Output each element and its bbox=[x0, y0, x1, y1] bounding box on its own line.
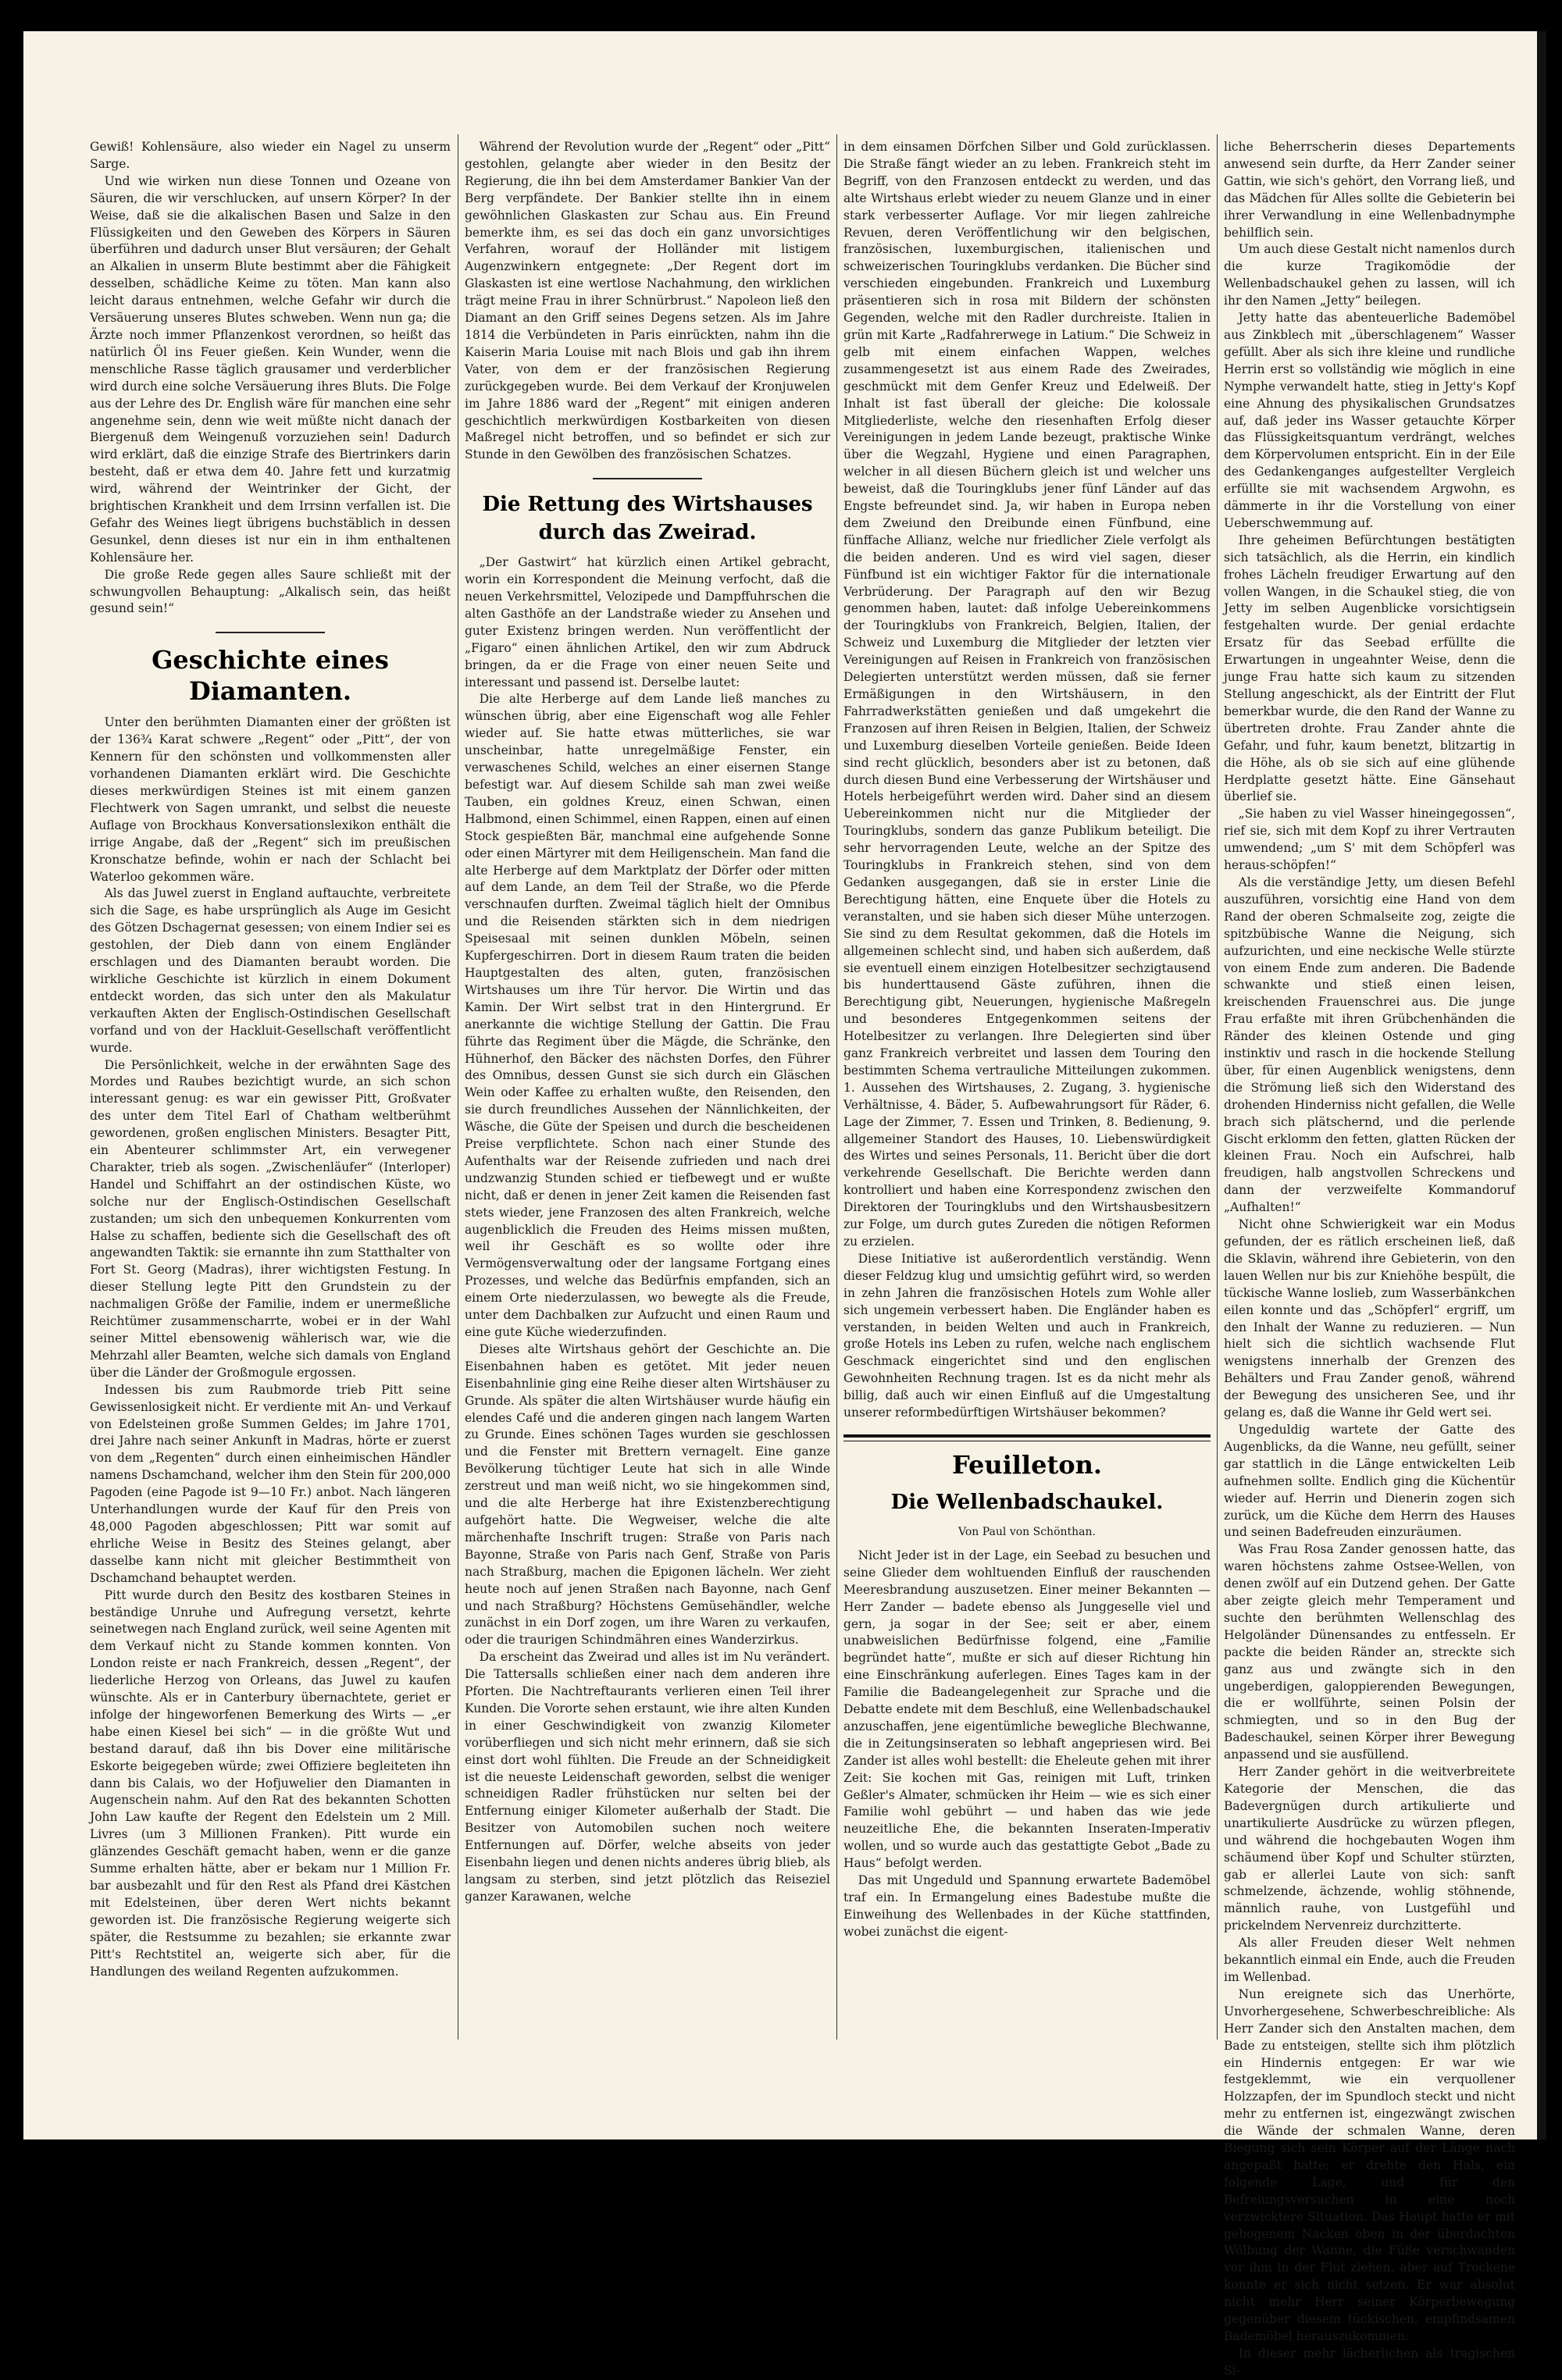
article-headline: Die Rettung des Wirtshauses durch das Zweirad. bbox=[482, 493, 813, 545]
paragraph: Um auch diese Gestalt nicht namenlos durch die kurze Tragikomödie der Wellenbadschaukel gehen zu lassen, will ich ihr den Namen „Jetty“ beilegen. bbox=[1224, 242, 1515, 308]
paragraph: Die große Rede gegen alles Saure schließt mit der schwungvollen Behauptung: „Alkalisch sein, das heißt gesund sein!“ bbox=[90, 567, 451, 616]
column-3 bbox=[843, 139, 1211, 2044]
paragraph: „Der Gastwirt“ hat kürzlich einen Artikel gebracht, worin ein Korrespondent die Meinung verfocht, daß die neuen Verkehrsmittel, Velozipede und Dampffuhrschen die alten Gasthöfe an der Landstraße wieder zu Ansehen und guter Existenz bringen werden. Nun veröffentlicht der „Figaro“ einen ähnlichen Artikel, den wir zum Abdruck bringen, da er die Frage von einer neuen Seite und interessant und passend ist. Derselbe lautet: bbox=[465, 555, 830, 689]
paragraph: Pitt wurde durch den Besitz des kostbaren Steines in beständige Unruhe und Aufregung versetzt, kehrte seinetwegen nach England zurück, weil seine Agenten mit dem Verkauf nicht zu Stande kommen konnten. Von London reiste er nach Frankreich, dessen „Regent“, der liederliche Herzog von Orleans, das Juwel zu kaufen wünschte. Als er in Canterbury übernachtete, geriet er infolge der hingeworfenen Bemerkung des Wirts — „er habe einen Kiesel bei sich“ — in die größte Wut und bestand darauf, daß ihn bis Dover eine militärische Eskorte beigegeben würde; zwei Offiziere begleiteten ihn dann bis Calais, wo der Hofjuwelier den Diamanten in Augenschein nahm. Auf den Rat des bekannten Schotten John Law kaufte der Regent den Edelstein um 2 Mill. Livres (um 3 Millionen Franken). Pitt wurde ein glänzendes Geschäft gemacht haben, wenn er die ganze Summe erhalten hätte, aber er bekam nur 1 Million Fr. bar ausbezahlt und für den Rest als Pfand drei Kästchen mit Edelsteinen, über deren Wert nichts bekannt geworden ist. Die französische Regierung weigerte sich später, die Restsumme zu bezahlen; sie erkannte zwar Pitt's Rechtstitel an, weigerte sich aber, für die Handlungen des weiland Regenten aufzukommen. bbox=[90, 1587, 451, 1979]
section-label: Feuilleton. bbox=[952, 1449, 1102, 1480]
column-2 bbox=[465, 139, 830, 2044]
feuilleton-rule-thick bbox=[843, 1434, 1211, 1438]
paragraph: Da erscheint das Zweirad und alles ist im Nu verändert. Die Tattersalls schließen einer nach dem anderen ihre Pforten. Die Nachtreftaurants verlieren einen Teil ihrer Kunden. Die Vororte sehen erstaunt, wie ihre alten Kunden in einer Geschwindigkeit von zwanzig Kilometer vorüberfliegen und sich nicht mehr erinnern, daß sie sich einst dort wohl fühlten. Die Freude an der Schneidigkeit ist die neueste Leidenschaft geworden, selbst die weniger schneidigen Radler frühstücken nur selten bei der Entfernung einiger Kilometer außerhalb der Stadt. Die Besitzer von Automobilen suchen noch weitere Entfernungen auf. Dörfer, welche abseits von jeder Eisenbahn liegen und denen nichts anderes übrig blieb, als langsam zu sterben, sind jetzt plötzlich das Reiseziel ganzer Karawanen, welche bbox=[465, 1650, 830, 1904]
column-rule bbox=[836, 134, 837, 2040]
paragraph: „Sie haben zu viel Wasser hineingegossen“, rief sie, sich mit dem Kopf zu ihrer Vertrauten umwendend; „um S' mit dem Schöpferl was heraus-schöpfen!“ bbox=[1224, 807, 1515, 873]
paragraph: Diese Initiative ist außerordentlich verständig. Wenn dieser Feldzug klug und umsichtig geführt wird, so werden in zehn Jahren die französischen Hotels zum Wohle aller sich ungemein verbessert haben. Die Engländer haben es verstanden, in beiden Welten und auch in Frankreich, große Hotels ins Leben zu rufen, welche nach englischem Geschmack eingerichtet sind und den englischen Gewohnheiten Rechnung tragen. Ist es da nicht mehr als billig, daß auch wir einen Einfluß auf die Umgestaltung unserer reformbedürftigen Wirtshäuser bekommen? bbox=[843, 1251, 1211, 1420]
column-rule bbox=[1217, 134, 1218, 2040]
section-divider bbox=[216, 632, 325, 633]
section-divider bbox=[593, 478, 702, 479]
paragraph: Ihre geheimen Befürchtungen bestätigten sich tatsächlich, als die Herrin, ein kindlich frohes Lächeln freudiger Erwartung auf den vollen Wangen, in die Schaukel stieg, die von Jetty im selben Augenblicke vorsichtigsein festgehalten wurde. Der genial erdachte Ersatz für das Seebad erfüllte die Erwartungen in ungeahnter Weise, denn die junge Frau hatte sich kaum zu sitzenden Stellung angeschickt, als der Eintritt der Flut bemerkbar wurde, die den Rand der Wanne zu übertreten drohte. Frau Zander ahnte die Gefahr, und fuhr, kaum benetzt, blitzartig in die Höhe, als ob sie sich auf eine glühende Herdplatte gesetzt hätte. Eine Gänsehaut überlief sie. bbox=[1224, 533, 1515, 804]
col1-story bbox=[90, 714, 451, 1980]
column-4 bbox=[1224, 139, 1515, 2378]
paragraph: Indessen bis zum Raubmorde trieb Pitt seine Gewissenlosigkeit nicht. Er verdiente mit An- und Verkauf von Edelsteinen große Summen Geldes; im Jahre 1701, drei Jahre nach seiner Ankunft in Madras, hörte er zuerst von dem „Regenten“ durch einen einheimischen Händler namens Dschamchand, welcher ihm den Stein für 200,000 Pagoden (eine Pagode ist 9—10 Fr.) anbot. Nach längeren Unterhandlungen wurde der Kauf für den Preis von 48,000 Pagoden abgeschlossen; Pitt war somit auf ehrliche Weise in Besitz des Steines gelangt, aber dasselbe kann nicht mit gleicher Bestimmtheit von Dschamchand behauptet werden. bbox=[90, 1382, 451, 1585]
paragraph: liche Beherrscherin dieses Departements anwesend sein durfte, da Herr Zander seiner Gattin, wie sich's gehört, den Vorrang ließ, und das Mädchen für Alles sollte die Gebieterin bei ihrer Verwandlung in eine Wellenbadnymphe behilflich sein. bbox=[1224, 140, 1515, 240]
paragraph: Die alte Herberge auf dem Lande ließ manches zu wünschen übrig, aber eine Eigenschaft wog alle Fehler wieder auf. Sie hatte etwas mütterliches, sie war unscheinbar, hatte unregelmäßige Fenster, ein verwaschenes Schild, welches an einer eisernen Stange befestigt war. Auf diesem Schilde sah man zwei weiße Tauben, ein goldnes Kreuz, einen Schwan, einen Halbmond, einen Schimmel, einen Rappen, einen auf einen Stock gespießten Bär, manchmal eine aufgehende Sonne oder einen Märtyrer mit dem Heiligenschein. Man fand die alte Herberge auf dem Marktplatz der Dörfer oder mitten auf dem Lande, an dem Teil der Straße, wo die Pferde verschnaufen durften. Zweimal täglich hielt der Omnibus und die Reisenden stärkten sich in dem niedrigen Speisesaal mit seinen dunklen Möbeln, seinen Kupfergeschirren. Dort in diesem Raum traten die beiden Hauptgestalten des alten, guten, französischen Wirtshauses um ihre Tür hervor. Die Wirtin und das Kamin. Der Wirt selbst trat in den Hintergrund. Er anerkannte die wichtige Stellung der Gattin. Die Frau führte das Regiment über die Mägde, die Schränke, den Hühnerhof, den Bäcker des nächsten Dorfes, den Führer des Omnibus, dessen Gunst sie sich durch ein Gläschen Wein oder Kaffee zu erhalten wußte, den Reisenden, den sie durch freundliches Aussehen der Nännlichkeiten, der Wäsche, die Güte der Speisen und durch die bescheidenen Preise verpflichtete. Schon nach einer Stunde des Aufenthalts war der Reisende zufrieden und nach drei undzwanzig Stunden schied er tiefbewegt und er wußte nicht, daß er denen in jener Zeit kamen die Reisenden fast stets wieder, jene Franzosen des alten Frankreich, welche augenblicklich die Freuden des Heims missen mußten, weil ihr Geschäft es so wollte oder ihre Vermögensverwaltung oder der langsame Fortgang eines Prozesses, und welche das Bedürfnis empfanden, sich an einem Orte niederzulassen, wo bewegte als die Freude, unter dem Dachbalken zur Aufzucht und einen Raum und eine gute Küche wiederzufinden. bbox=[465, 692, 830, 1339]
col1-intro bbox=[90, 139, 451, 618]
paragraph: Das mit Ungeduld und Spannung erwartete Bademöbel traf ein. In Ermangelung eines Badestube mußte die Einweihung des Wellenbades in der Küche stattfinden, wobei zunächst die eigent- bbox=[843, 1873, 1211, 1939]
paragraph: Nicht Jeder ist in der Lage, ein Seebad zu besuchen und seine Glieder dem wohltuenden Einfluß der rauschenden Meeresbrandung auszusetzen. Einer meiner Bekannten — Herr Zander — badete ebenso als Junggeselle viel und gern, ja sogar in der See; seit er aber, einem unabweislichen Bedürfnisse folgend, eine „Familie begründet hatte“, mußte er sich auf dieser Richtung hin eine Einschränkung auferlegen. Eines Tages kam in der Familie die Badeangelegenheit zur Sprache und die Debatte endete mit dem Beschluß, eine Wellenbadschaukel anzuschaffen, jene eigentümliche bewegliche Blechwanne, die in Zeitungsinseraten so lebhaft angepriesen wird. Bei Zander ist alles wohl bestellt: die Eheleute gehen mit ihrer Zeit: Sie kochen mit Gas, reinigen mit Luft, trinken Geßler's Almater, schmücken ihr Heim — wie es sich einer Familie wohl gebührt — und haben das wie jede neuzeitliche Ehe, die bekannten Inseraten-Imperativ wollen, und so wurde auch das gestattigte Gebot „Bade zu Haus“ befolgt werden. bbox=[843, 1548, 1211, 1871]
paragraph: In dieser mehr lächerlichen als tragischen Si- bbox=[1224, 2346, 1515, 2378]
paragraph: Herr Zander gehört in die weitverbreitete Kategorie der Menschen, die das Badevergnügen durch artikulierte und unartikulierte Ausdrücke zu würzen pflegen, und während die hochgebauten Wogen ihm schäumend über Kopf und Schulter stürzten, gab er allerlei Laute von sich: sanft schmelzende, ächzende, wohlig stöhnende, männlich rauhe, von Lustgefühl und prickelndem Nervenreiz durchzitterte. bbox=[1224, 1765, 1515, 1933]
column-1 bbox=[90, 139, 451, 2044]
col2-story bbox=[465, 554, 830, 1906]
paragraph: Jetty hatte das abenteuerliche Bademöbel aus Zinkblech mit „überschlagenem“ Wasser gefüllt. Aber als sich ihre kleine und rundliche Herrin erst so vollständig wie möglich in eine Nymphe verwandelt hatte, stieg in Jetty's Kopf eine Ahnung des physikalischen Grundsatzes auf, daß jeder ins Wasser getauchte Körper das Flüssigkeitsquantum verdrängt, welches dem Körpervolumen entspricht. Ein in der Eile des Gedankenganges aufgestellter Vergleich erfüllte sie mit wachsendem Argwohn, es dämmerte in ihr die Vorstellung von einer Ueberschwemmung auf. bbox=[1224, 311, 1515, 530]
paragraph: Als die verständige Jetty, um diesen Befehl auszuführen, vorsichtig eine Hand von dem Rand der oberen Schmalseite zog, zeigte die spitzbübische Wanne die Neigung, sich aufzurichten, und eine neckische Welle stürzte von einem Ende zum anderen. Die Badende schwankte und stieß einen leisen, kreischenden Frauenschrei aus. Die junge Frau erfaßte mit ihren Grübchenhänden die Ränder des kleinen Ostende und ging instinktiv und rasch in die hockende Stellung über, für einen Augenblick wenigstens, denn die Strömung ließ sich den Widerstand des drohenden Hinderniss nicht gefallen, die Welle brach sich plätschernd, und die perlende Gischt erklomm den fetten, glatten Rücken der kleinen Frau. Noch ein Aufschrei, halb freudigen, halb angstvollen Schreckens und dann der verzweifelte Kommandoruf „Aufhalten!“ bbox=[1224, 875, 1515, 1215]
page-edge-bar bbox=[1537, 31, 1546, 2140]
paragraph: Die Persönlichkeit, welche in der erwähnten Sage des Mordes und Raubes bezichtigt wurde, an sich schon interessant genug: es war ein gewisser Pitt, Großvater des unter dem Titel Earl of Chatham weltberühmt gewordenen, großen englischen Ministers. Besagter Pitt, ein Abenteurer schlimmster Art, ein verwegener Charakter, trieb als sogen. „Zwischenläufer“ (Interloper) Handel und Schiffahrt an der ostindischen Küste, wo solche nur der Englisch-Ostindischen Gesellschaft zustanden; um sich den unbequemen Konkurrenten vom Halse zu schaffen, bediente sich die Gesellschaft des oft angewandten Taktik: sie ernannte ihn zum Statthalter von Fort St. Georg (Madras), ihrer wichtigsten Festung. In dieser Stellung legte Pitt den Grundstein zu der nachmaligen Größe der Familie, indem er unermeßliche Reichtümer zusammenscharrte, wobei er in der Wahl seiner Mittel ebensowenig wählerisch war, wie die Mehrzahl aller Beamten, welche sich damals von England über die Länder der Großmogule ergossen. bbox=[90, 1057, 451, 1380]
paragraph: Unter den berühmten Diamanten einer der größten ist der 136¾ Karat schwere „Regent“ oder „Pitt“, der von Kennern für den schönsten und vollkommensten aller vorhandenen Diamanten erklärt wird. Die Geschichte dieses merkwürdigen Steines ist mit einem ganzen Flechtwerk von Sagen umrankt, und selbst die neueste Auflage von Brockhaus Konversationslexikon enthält die irrige Angabe, daß der „Regent“ sich im preußischen Kronschatze befinde, wohin er nach der Schlacht bei Waterloo gekommen wäre. bbox=[90, 715, 451, 884]
paragraph: Gewiß! Kohlensäure, also wieder ein Nagel zu unserm Sarge. bbox=[90, 140, 451, 171]
paragraph: Nicht ohne Schwierigkeit war ein Modus gefunden, der es rätlich erscheinen ließ, daß die Sklavin, während ihre Gebieterin, von den lauen Wellen nur bis zur Kniehöhe bespült, die tückische Wanne loslieb, zum Wasserbänkchen eilen konnte und das „Schöpferl“ ergriff, um den Inhalt der Wanne zu reduzieren. — Nun hielt sich die sichtlich wachsende Flut wenigstens innerhalb der Grenzen des Behälters und Frau Zander genoß, während der Bewegung des unsicheren See, und ihr gelang es, daß die Wanne ihr Geld wert sei. bbox=[1224, 1217, 1515, 1420]
paragraph: Nun ereignete sich das Unerhörte, Unvorhergesehene, Schwerbeschreibliche: Als Herr Zander sich den Anstalten machen, dem Bade zu entsteigen, stellte sich ihm plötzlich ein Hindernis entgegen: Er war wie festgeklemmt, wie ein verquollener Holzzapfen, der im Spundloch steckt und nicht mehr zu entfernen ist, eingezwängt zwischen die Wände der schmalen Wanne, deren Biegung sich sein Körper auf der Länge nach angepaßt hatte; er drehte den Hals, ein folgende Lage, und für den Befreiungsversuchen in eine noch verzwicktere Situation. Das Haupt hatte er mit gebogenem Nacken oben in der überdachten Wölbung der Wanne, die Füße verschwanden vor ihm in der Flut ziehen, aber auf Trockene konnte er sich nicht setzen. Er war absolut nicht mehr Herr seiner Körperbewegung gegenüber diesem tückischen, empfindsamen Bademöbel herauszukommen. bbox=[1224, 1986, 1515, 2343]
paragraph: Dieses alte Wirtshaus gehört der Geschichte an. Die Eisenbahnen haben es getötet. Mit jeder neuen Eisenbahnlinie ging eine Reihe dieser alten Wirtshäuser zu Grunde. Als später die alten Wirtshäuser wurde häufig ein elendes Café und die anderen gingen nach langem Warten zu Grunde. Eines schönen Tages wurden sie geschlossen und die Fenster mit Brettern vernagelt. Eine ganze Bevölkerung tüchtiger Leute hat sich in alle Winde zerstreut und man weiß nicht, wo sie hingekommen sind, und die alte Herberge hat ihre Existenzberechtigung aufgehört hatte. Die Wegweiser, welche die alte märchenhafte Inschrift trugen: Straße von Paris nach Bayonne, Straße von Paris nach Genf, Straße von Paris nach Straßburg, machen die Epigonen lächeln. Wer zieht heute noch auf jenen Straßen nach Bayonne, nach Genf und nach Straßburg? Höchstens Gemüsehändler, welche zunächst in ein Dorf zogen, um ihre Waren zu verkaufen, oder die traurigen Schindmähren eines Wanderzirkus. bbox=[465, 1341, 830, 1648]
paragraph: Während der Revolution wurde der „Regent“ oder „Pitt“ gestohlen, gelangte aber wieder in den Besitz der Regierung, die ihn bei dem Amsterdamer Bankier Van der Berg verpfändete. Der Bankier stellte ihn in einem gewöhnlichen Glaskasten zur Schau aus. Ein Freund bemerkte ihm, es sei das doch ein ganz unvorsichtiges Verfahren, worauf der Holländer mit listigem Augenzwinkern entgegnete: „Der Regent dort im Glaskasten ist eine wertlose Nachahmung, den wirklichen trägt meine Frau in ihrer Schnürbrust.“ Napoleon ließ den Diamant an den Griff seines Degens setzen. Als im Jahre 1814 die Verbündeten in Paris einrückten, nahm ihn die Kaiserin Maria Louise mit nach Blois und gab ihn ihrem Vater, von dem er der französischen Regierung zurückgegeben wurde. Bei dem Verkauf der Kronjuwelen im Jahre 1886 ward der „Regent“ mit einigen anderen geschichtlich merkwürdigen Kostbarkeiten von diesen Maßregel nicht betroffen, und so befindet er sich zur Stunde in den Gewölben des französischen Schatzes. bbox=[465, 140, 830, 462]
article-headline: Die Wellenbadschaukel. bbox=[890, 1490, 1164, 1514]
paragraph: Was Frau Rosa Zander genossen hatte, das waren höchstens zahme Ostsee-Wellen, von denen zwölf auf ein Dutzend gehen. Der Gatte aber zeigte gleich mehr Temperament und suchte den berühmten Wellenschlag des Helgoländer Dünensandes zu entfesseln. Er packte die beiden Ränder an, streckte sich ganz aus und zwängte sich in den ungeberdigen, galoppierenden Bewegungen, die er wollführte, seinen Polsin der schmiegten, und so in den Bug der Badeschaukel, seinen Körper ihrer Bewegung anpassend und sie ausfüllend. bbox=[1224, 1542, 1515, 1762]
article-headline: Geschichte eines Diamanten. bbox=[152, 645, 389, 707]
paragraph: Als das Juwel zuerst in England auftauchte, verbreitete sich die Sage, es habe ursprünglich als Auge im Gesicht des Götzen Dschagernat gesessen; von einem Indier sei es gestohlen, der Dieb dann von einem Engländer erschlagen und des Diamanten beraubt worden. Die wirkliche Geschichte ist kürzlich in einem Dokument entdeckt worden, das sich unter den als Makulatur verkauften Akten der Englisch-Ostindischen Gesellschaft vorfand und von der Hackluit-Gesellschaft veröffentlicht wurde. bbox=[90, 886, 451, 1055]
paragraph: Ungeduldig wartete der Gatte des Augenblicks, da die Wanne, neu gefüllt, seiner gar stattlich in die Länge entwickelten Leib aufnehmen sollte. Endlich ging die Küchentür wieder auf. Herrin und Dienerin zogen sich zurück, um die Küche dem Herrn des Hauses und seinen Badefreuden einzuräumen. bbox=[1224, 1422, 1515, 1540]
paragraph: Als aller Freuden dieser Welt nehmen bekanntlich einmal ein Ende, auch die Freuden im Wellenbad. bbox=[1224, 1936, 1515, 1984]
paragraph: in dem einsamen Dörfchen Silber und Gold zurücklassen. Die Straße fängt wieder an zu leben. Frankreich steht im Begriff, von den Franzosen entdeckt zu werden, und das alte Wirtshaus erlebt wieder zu neuem Glanze und in einer stark verbesserter Auflage. Vor mir liegen zahlreiche Revuen, deren Veröffentlichung wir den belgischen, französischen, luxemburgischen, italienischen und schweizerischen Touringklubs verdanken. Die Bücher sind verschieden eingebunden. Frankreich und Luxemburg präsentieren sich in rosa mit Bildern der schönsten Gegenden, welche mit den Radler durchreiste. Italien in grün mit Karte „Radfahrerwege in Latium.“ Die Schweiz in gelb mit einem einfachen Wappen, welches zusammengesetzt ist aus einem Rade des Zweirades, geschmückt mit dem Genfer Kreuz und Edelweiß. Der Inhalt ist fast überall der gleiche: Die kolossale Mitgliederliste, welche den riesenhaften Erfolg dieser Vereinigungen in jedem Lande bezeugt, praktische Winke über die Wegzahl, Hygiene und einen Paragraphen, welcher in all diesen Büchern gleich ist und welcher uns beweist, daß die Touringklubs jener fünf Länder auf das Engste befreundet sind. Ja, wir haben in Europa neben dem Zweiund den Dreibunde einen Fünfbund, eine fünffache Allianz, welche nur friedlicher Ziele verfolgt als die beiden anderen. Und es wird viel sagen, dieser Fünfbund ist ein wichtiger Faktor für die internationale Verbrüderung. Der Paragraph auf den wir Bezug genommen haben, lautet: daß infolge Uebereinkommens der Touringklubs von Frankreich, Belgien, Italien, der Schweiz und Luxemburg die Mitglieder der letzten vier Vereinigungen auf Reisen in Frankreich von französischen Delegierten unterstützt werden müssen, daß sie ferner Ermäßigungen in den Wirtshäusern, in den Fahrradwerkstätten genießen und daß umgekehrt die Franzosen auf ihren Reisen in Belgien, Italien, der Schweiz und Luxemburg dieselben Vorteile genießen. Beide Ideen sind recht glücklich, besonders aber ist zu betonen, daß durch diesen Bund eine Verbesserung der Wirtshäuser und Hotels herbeigeführt werden wird. Daher sind an diesem Uebereinkommen nicht nur die Mitglieder der Touringklubs, sondern das ganze Publikum beteiligt. Die sehr hervorragenden Leute, welche an der Spitze des Touringklubs in Frankreich stehen, sind von dem Gedanken ausgegangen, daß sie in erster Linie die Berechtigung hätten, eine Enquete über die Hotels zu veranstalten, und sie haben sich dieser Mühe unterzogen. Sie sind zu dem Resultat gekommen, daß die Hotels im allgemeinen schlecht sind, und haben sich außerdem, daß sie eventuell einem einzigen Hotelbesitzer sechzigtausend bis hunderttausend Gäste zuführen, ihnen die Berechtigung gibt, Neuerungen, hygienische Maßregeln und besonderes Entgegenkommen seitens der Hotelbesitzer zu verlangen. Ihre Delegierten sind über ganz Frankreich verbreitet und lassen dem Touring den bestimmten Schema vertrauliche Mitteilungen zukommen. 1. Aussehen des Wirtshauses, 2. Zugang, 3. hygienische Verhältnisse, 4. Bäder, 5. Aufbewahrungsort für Räder, 6. Lage der Zimmer, 7. Essen und Trinken, 8. Bedienung, 9. allgemeiner Standort des Hauses, 10. Liebenswürdigkeit des Wirtes und seines Personals, 11. Bericht über die dort verkehrende Gesellschaft. Die Berichte werden dann kontrolliert und haben eine Korrespondenz zwischen den Direktoren der Touringklubs und den Wirtshausbesitzern zur Folge, um durch gutes Zureden die nötigen Reformen zu erzielen. bbox=[843, 140, 1211, 1249]
paragraph: Und wie wirken nun diese Tonnen und Ozeane von Säuren, die wir verschlucken, auf unsern Körper? In der Weise, daß sie die alkalischen Basen und Salze in den Flüssigkeiten und den Geweben des Körpers in Säuren überführen und dadurch unser Blut versäuren; der Gehalt an Alkalien in unserm Blute bestimmt aber die Fähigkeit desselben, schädliche Keime zu töten. Man kann also leicht daraus entnehmen, welche Gefahr wir durch die Versäuerung unseres Blutes schweben. Wenn nun ga; die Ärzte noch immer Pflanzenkost verordnen, so heißt das natürlich Öl ins Feuer gießen. Kein Wunder, wenn die menschliche Rasse täglich grausamer und verderblicher wird durch eine solche Versäuerung ihres Bluts. Die Folge aus der Lehre des Dr. English wäre für manchen eine sehr angenehme sein, denn wie weit müßte nicht danach der Biergenuß dem Weingenuß vorzuziehen sein! Dadurch wird erklärt, daß die einzige Strafe des Biertrinkers darin besteht, daß er etwa dem 40. Jahre fett und kurzatmig wird, während der Weintrinker der Gicht, der brightischen Krankheit und dem Irrsinn verfallen ist. Die Gefahr des Weines liegt übrigens buchstäblich in dessen Gesunkel, denn dieses ist nur ein in ihm enthaltenen Kohlensäure her. bbox=[90, 173, 451, 565]
byline: Von Paul von Schönthan. bbox=[958, 1525, 1096, 1538]
newspaper-page bbox=[23, 31, 1546, 2378]
